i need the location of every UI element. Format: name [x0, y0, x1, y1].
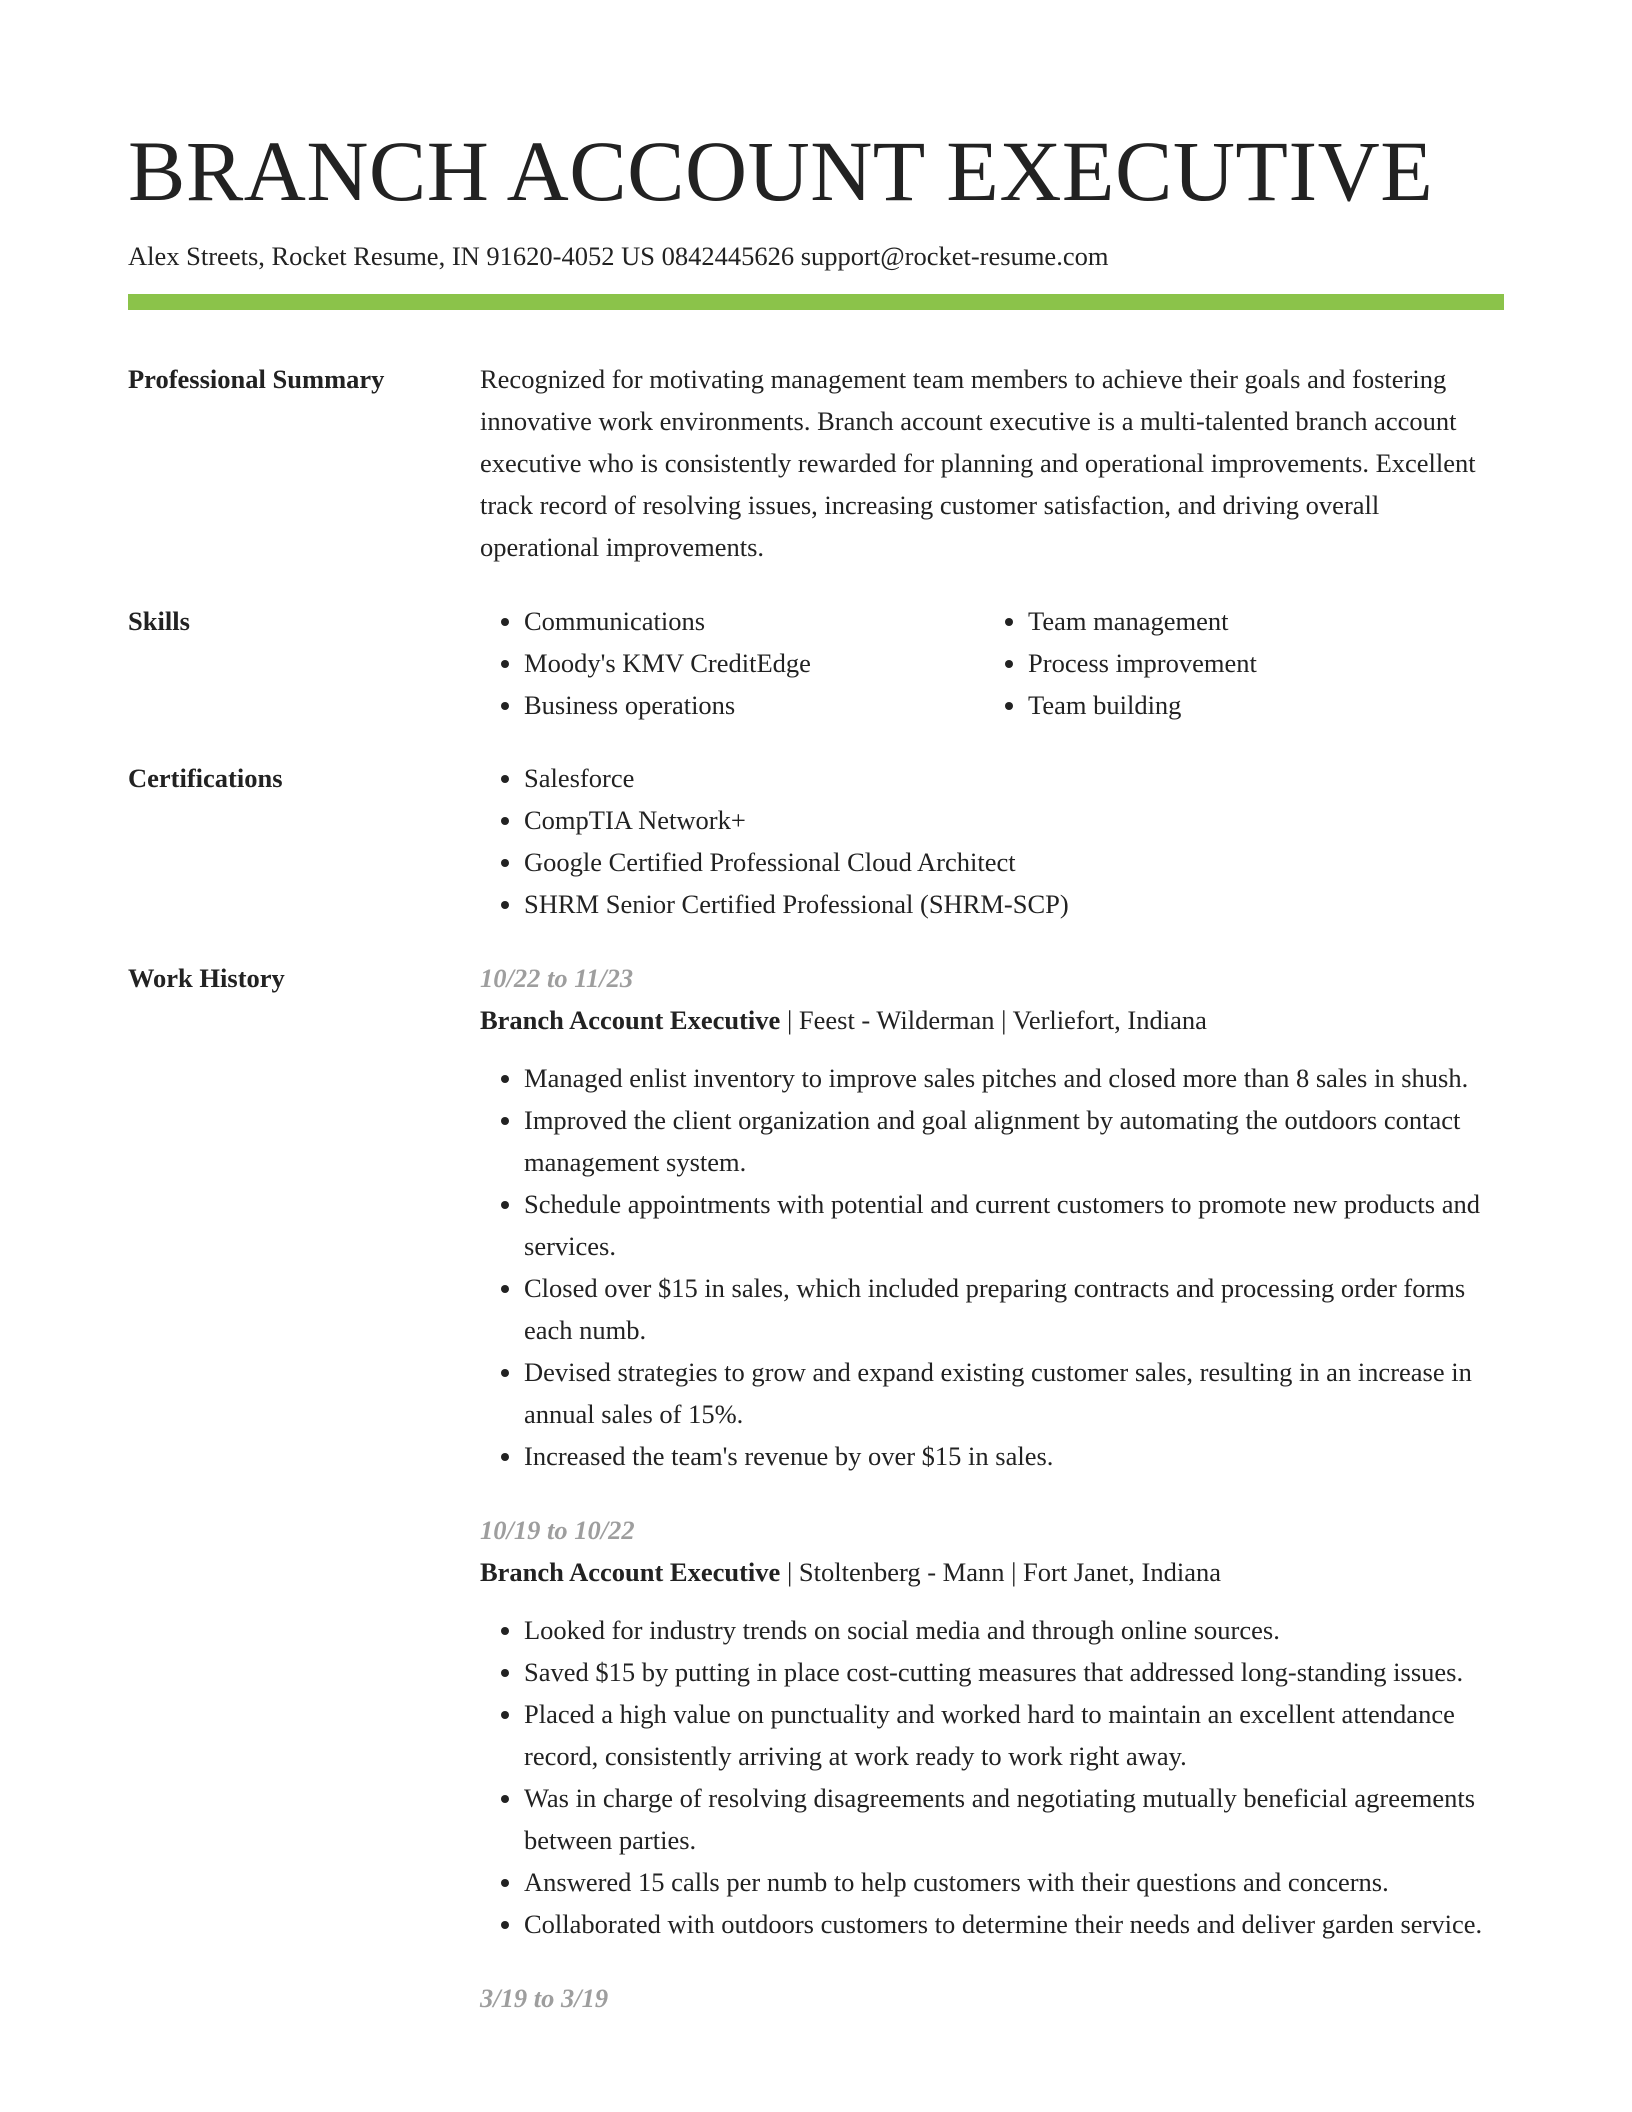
work-history-heading: Work History	[128, 963, 285, 993]
skill-item: • Moody's KMV CreditEdge	[524, 642, 984, 684]
skills-section	[128, 600, 1504, 726]
certifications-heading: Certifications	[128, 763, 283, 793]
job-bullet: • Devised strategies to grow and expand existing customer sales, resulting in an increase in annual sales of 15%.	[524, 1351, 1504, 1435]
job-bullet: • Improved the client organization and goal alignment by automating the outdoors contact management system.	[524, 1099, 1504, 1183]
certification-item: • CompTIA Network+	[524, 799, 1504, 841]
job-bullets	[480, 1057, 1504, 1477]
skills-list-left	[480, 600, 984, 726]
resume-title: BRANCH ACCOUNT EXECUTIVE	[128, 123, 1434, 219]
job-bullet: • Closed over $15 in sales, which included preparing contracts and processing order forms each numb.	[524, 1267, 1504, 1351]
job-dates: 10/22 to 11/23	[480, 963, 634, 993]
skills-list-right	[984, 600, 1488, 726]
summary-section	[128, 358, 1504, 568]
job-bullet: • Schedule appointments with potential and current customers to promote new products and services.	[524, 1183, 1504, 1267]
job-bullet: • Answered 15 calls per numb to help customers with their questions and concerns.	[524, 1861, 1504, 1903]
job-bullet: • Increased the team's revenue by over $15 in sales.	[524, 1435, 1504, 1477]
skills-heading: Skills	[128, 606, 190, 636]
job-bullet: • Looked for industry trends on social media and through online sources.	[524, 1609, 1504, 1651]
resume-page	[128, 0, 1504, 2051]
job-dates: 3/19 to 3/19	[480, 1983, 609, 2013]
job-dates: 10/19 to 10/22	[480, 1515, 635, 1545]
job-entry	[480, 1977, 1504, 2019]
job-bullet: • Managed enlist inventory to improve sales pitches and closed more than 8 sales in shush.	[524, 1057, 1504, 1099]
accent-divider	[128, 294, 1504, 310]
skill-item: • Business operations	[524, 684, 984, 726]
job-details: | Stoltenberg - Mann | Fort Janet, Indiana	[780, 1557, 1221, 1587]
summary-heading: Professional Summary	[128, 364, 385, 394]
job-title-line	[480, 1551, 1504, 1593]
skill-item: • Team building	[1028, 684, 1488, 726]
contact-line: Alex Streets, Rocket Resume, IN 91620-4052 US 0842445626 support@rocket-resume.com	[128, 241, 1109, 271]
certification-item: • SHRM Senior Certified Professional (SHRM-SCP)	[524, 883, 1504, 925]
skill-item: • Team management	[1028, 600, 1488, 642]
job-bullet: • Saved $15 by putting in place cost-cutting measures that addressed long-standing issues.	[524, 1651, 1504, 1693]
skill-item: • Communications	[524, 600, 984, 642]
certification-item: • Salesforce	[524, 757, 1504, 799]
job-bullets	[480, 1609, 1504, 1945]
job-title: Branch Account Executive	[480, 1005, 781, 1035]
job-bullet: • Collaborated with outdoors customers to determine their needs and deliver garden service.	[524, 1903, 1504, 1945]
summary-text: Recognized for motivating management team members to achieve their goals and fostering innovative work environments. Branch account executive is a multi-talented branch account executive who is consistently rewarded for planning and operational improvements. Excellent track record of resolving issues, increasing customer satisfaction, and driving overall operational improvements.	[480, 364, 1476, 562]
job-bullet: • Was in charge of resolving disagreements and negotiating mutually beneficial agreements between parties.	[524, 1777, 1504, 1861]
job-bullet: • Placed a high value on punctuality and worked hard to maintain an excellent attendance record, consistently arriving at work ready to work right away.	[524, 1693, 1504, 1777]
job-entry	[480, 1509, 1504, 1945]
skill-item: • Process improvement	[1028, 642, 1488, 684]
job-title: Branch Account Executive	[480, 1557, 781, 1587]
work-history-section	[128, 957, 1504, 2051]
certifications-list	[480, 757, 1504, 925]
job-title-line	[480, 999, 1504, 1041]
job-entry	[480, 957, 1504, 1477]
certifications-section	[128, 757, 1504, 925]
job-details: | Feest - Wilderman | Verliefort, Indiana	[780, 1005, 1207, 1035]
certification-item: • Google Certified Professional Cloud Architect	[524, 841, 1504, 883]
